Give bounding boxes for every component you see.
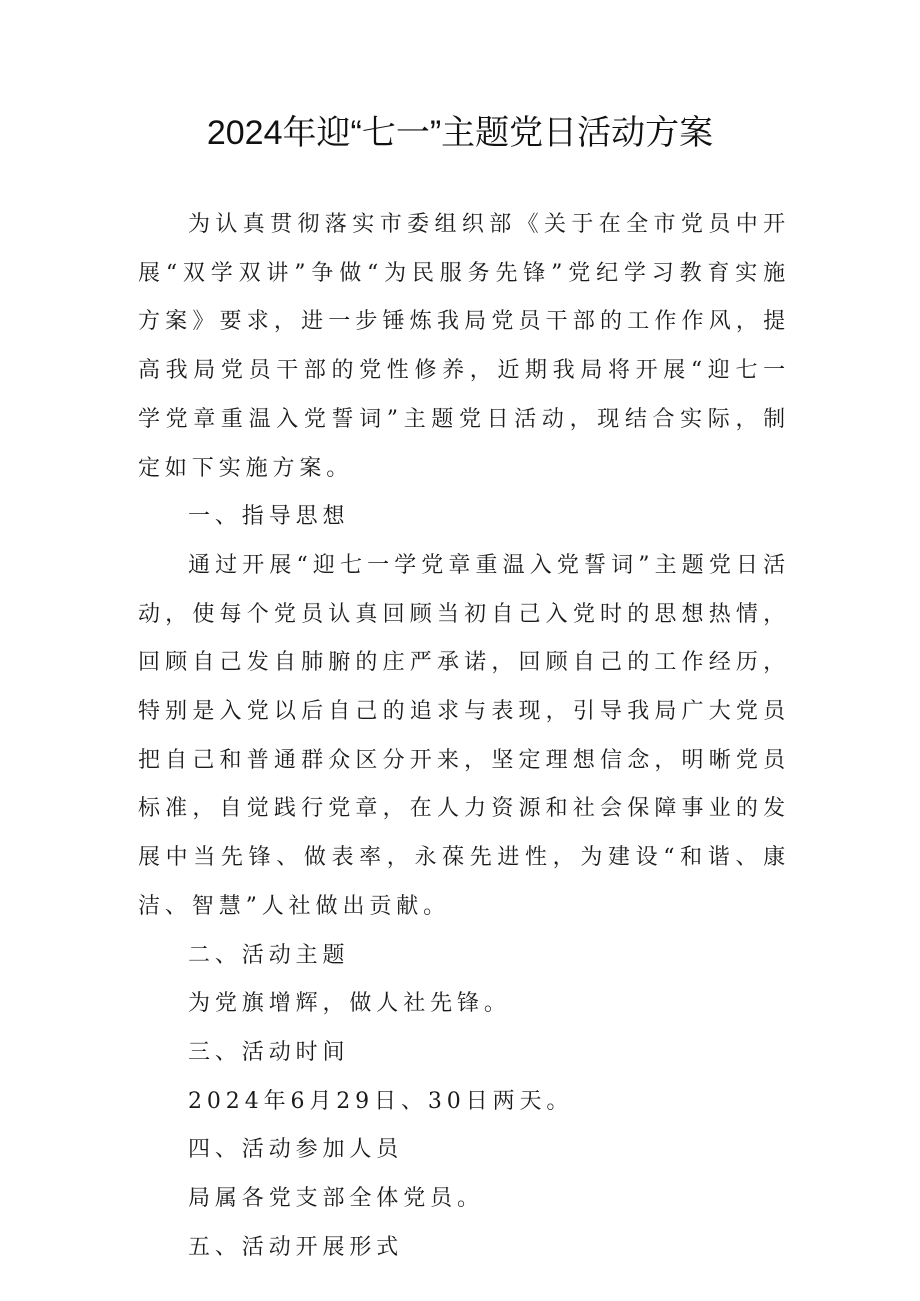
intro-paragraph: 为认真贯彻落实市委组织部《关于在全市党员中开展“双学双讲”争做“为民服务先锋”党纪学习教育实施方案》要求，进一步锤炼我局党员干部的工作作风，提高我局党员干部的党性修养，近期我局将开展“迎七一学党章重温入党誓词”主题党日活动，现结合实际，制定如下实施方案。 (138, 212, 790, 481)
section-heading-activity-format: 五、活动开展形式 (188, 1234, 404, 1260)
document-title: 2024年迎“七一”主题党日活动方案 (206, 114, 714, 152)
section-heading-activity-theme: 二、活动主题 (188, 942, 350, 968)
section-heading-guiding-ideology: 一、指导思想 (188, 504, 350, 530)
section-content-guiding-ideology: 通过开展“迎七一学党章重温入党誓词”主题党日活动，使每个党员认真回顾当初自己入党时的思想热情，回顾自己发自肺腑的庄严承诺，回顾自己的工作经历，特别是入党以后自己的追求与表现，引导我局广大党员把自己和普通群众区分开来，坚定理想信念，明晰党员标准，自觉践行党章，在人力资源和社会保障事业的发展中当先锋、做表率，永葆先进性，为建设“和谐、康洁、智慧”人社做出贡献。 (138, 552, 790, 919)
section-content-activity-time: 2024年6月29日、30日两天。 (188, 1088, 574, 1114)
document-body (138, 201, 790, 1272)
section-heading-participants: 四、活动参加人员 (188, 1137, 404, 1163)
section-content-participants: 局属各党支部全体党员。 (188, 1186, 484, 1212)
section-heading-activity-time: 三、活动时间 (188, 1039, 350, 1065)
section-content-activity-theme: 为党旗增辉，做人社先锋。 (188, 991, 511, 1017)
